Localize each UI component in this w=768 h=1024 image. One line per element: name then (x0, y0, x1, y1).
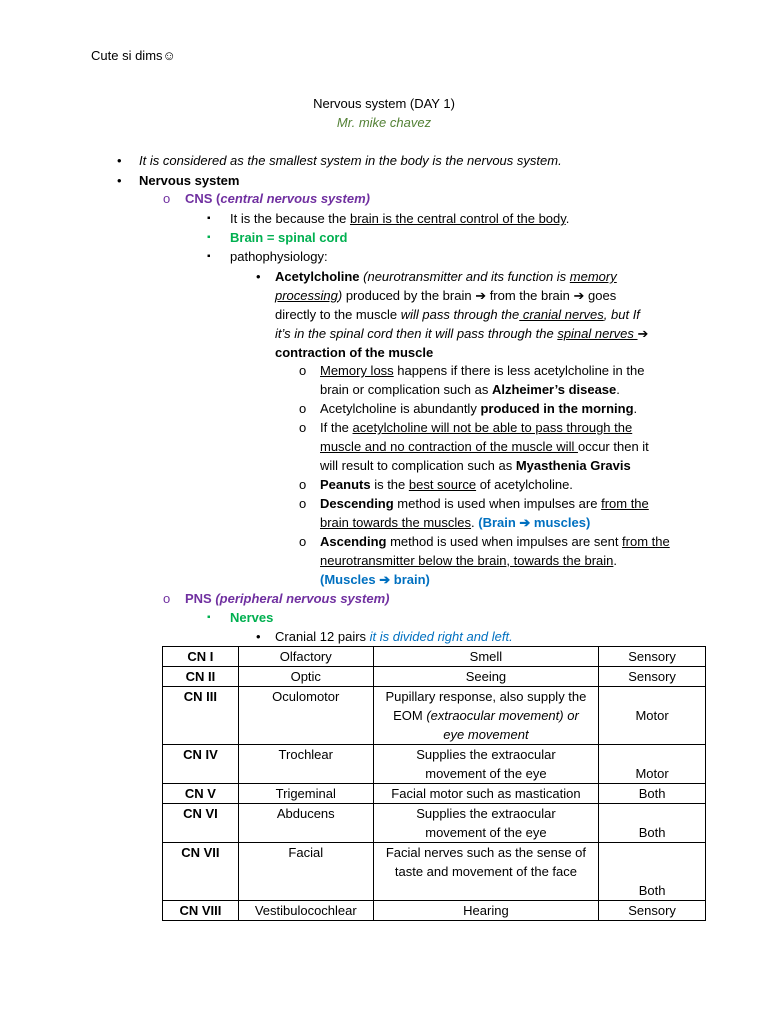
cns-heading: CNS (central nervous system) (185, 191, 370, 206)
bullet: o (299, 534, 307, 549)
nerves-heading: Nerves (230, 610, 274, 625)
header-note: Cute si dims☺ (91, 48, 176, 63)
bullet: • (117, 153, 122, 168)
cns-point: pathophysiology: (230, 249, 328, 264)
bullet: o (299, 496, 307, 511)
page-title: Nervous system (DAY 1) (313, 96, 455, 111)
cn-number: CN V (163, 784, 239, 804)
bullet: ▪ (207, 213, 211, 224)
bullet: • (256, 269, 261, 284)
cn-type: Both (599, 843, 706, 901)
sub-point-descending: Descending method is used when impulses are from the brain towards the muscles. (Brain ➔ muscles) (320, 496, 649, 530)
cn-function: Facial nerves such as the sense of taste and movement of the face (373, 843, 598, 901)
cn-number: CN II (163, 667, 239, 687)
table-row (163, 647, 706, 667)
cns-point: It is the because the brain is the central control of the body. (230, 211, 570, 226)
cn-number: CN VII (163, 843, 239, 901)
cn-name: Olfactory (238, 647, 373, 667)
bullet: ▪ (207, 232, 211, 243)
table-row (163, 843, 706, 901)
table-row (163, 745, 706, 784)
bullet: o (299, 477, 307, 492)
pns-heading: PNS (peripheral nervous system) (185, 591, 390, 606)
cn-function: Supplies the extraocular movement of the eye (373, 745, 598, 784)
cranial-pairs-note: Cranial 12 pairs it is divided right and left. (275, 629, 513, 644)
cn-number: CN III (163, 687, 239, 745)
cn-type: Motor (599, 687, 706, 745)
cn-type: Sensory (599, 901, 706, 921)
bullet: o (299, 363, 307, 378)
bullet: o (163, 591, 171, 606)
intro-statement: It is considered as the smallest system in the body is the nervous system. (139, 153, 562, 168)
sub-point-morning: Acetylcholine is abundantly produced in the morning. (320, 401, 638, 416)
cn-name: Optic (238, 667, 373, 687)
cranial-nerves-table (162, 646, 706, 921)
bullet: o (299, 401, 307, 416)
cn-name: Vestibulocochlear (238, 901, 373, 921)
sub-point-ascending: Ascending method is used when impulses are sent from the neurotransmitter below the brain, towards the brain. (Muscles ➔ brain) (320, 534, 670, 587)
section-heading: Nervous system (139, 173, 240, 188)
sub-point-memory-loss: Memory loss happens if there is less acetylcholine in the brain or complication such as Alzheimer’s disease. (320, 363, 645, 397)
sub-point-myasthenia: If the acetylcholine will not be able to pass through the muscle and no contraction of the muscle will occur then it will result to complication such as Myasthenia Gravis (320, 420, 649, 473)
cn-name: Facial (238, 843, 373, 901)
cn-type: Both (599, 804, 706, 843)
cns-point: Brain = spinal cord (230, 230, 348, 245)
table-row (163, 901, 706, 921)
cn-number: CN I (163, 647, 239, 667)
bullet: o (299, 420, 307, 435)
table-row (163, 667, 706, 687)
cn-function: Hearing (373, 901, 598, 921)
cn-function: Supplies the extraocular movement of the eye (373, 804, 598, 843)
bullet: ▪ (207, 612, 211, 623)
cn-name: Oculomotor (238, 687, 373, 745)
cn-number: CN VI (163, 804, 239, 843)
bullet: ▪ (207, 251, 211, 262)
acetylcholine-paragraph: Acetylcholine (neurotransmitter and its function is memory processing) produced by the brain ➔ from the brain ➔ goes directly to the muscle will pass through the cranial nerves, but If it’s in the spinal cord then it will pass through the spinal nerves ➔ contraction of the muscle (275, 269, 649, 360)
cn-type: Sensory (599, 647, 706, 667)
cn-type: Motor (599, 745, 706, 784)
cn-name: Trigeminal (238, 784, 373, 804)
author: Mr. mike chavez (336, 115, 432, 130)
cn-number: CN VIII (163, 901, 239, 921)
cn-name: Trochlear (238, 745, 373, 784)
cn-name: Abducens (238, 804, 373, 843)
bullet: • (117, 173, 122, 188)
table-row (163, 804, 706, 843)
table-row (163, 687, 706, 745)
cn-function: Pupillary response, also supply the EOM (extraocular movement) or eye movement (373, 687, 598, 745)
cn-function: Seeing (373, 667, 598, 687)
cn-type: Sensory (599, 667, 706, 687)
cn-function: Facial motor such as mastication (373, 784, 598, 804)
cn-function: Smell (373, 647, 598, 667)
bullet: • (256, 629, 261, 644)
table-row (163, 784, 706, 804)
sub-point-peanuts: Peanuts is the best source of acetylcholine. (320, 477, 573, 492)
bullet: o (163, 191, 171, 206)
cn-type: Both (599, 784, 706, 804)
cn-number: CN IV (163, 745, 239, 784)
